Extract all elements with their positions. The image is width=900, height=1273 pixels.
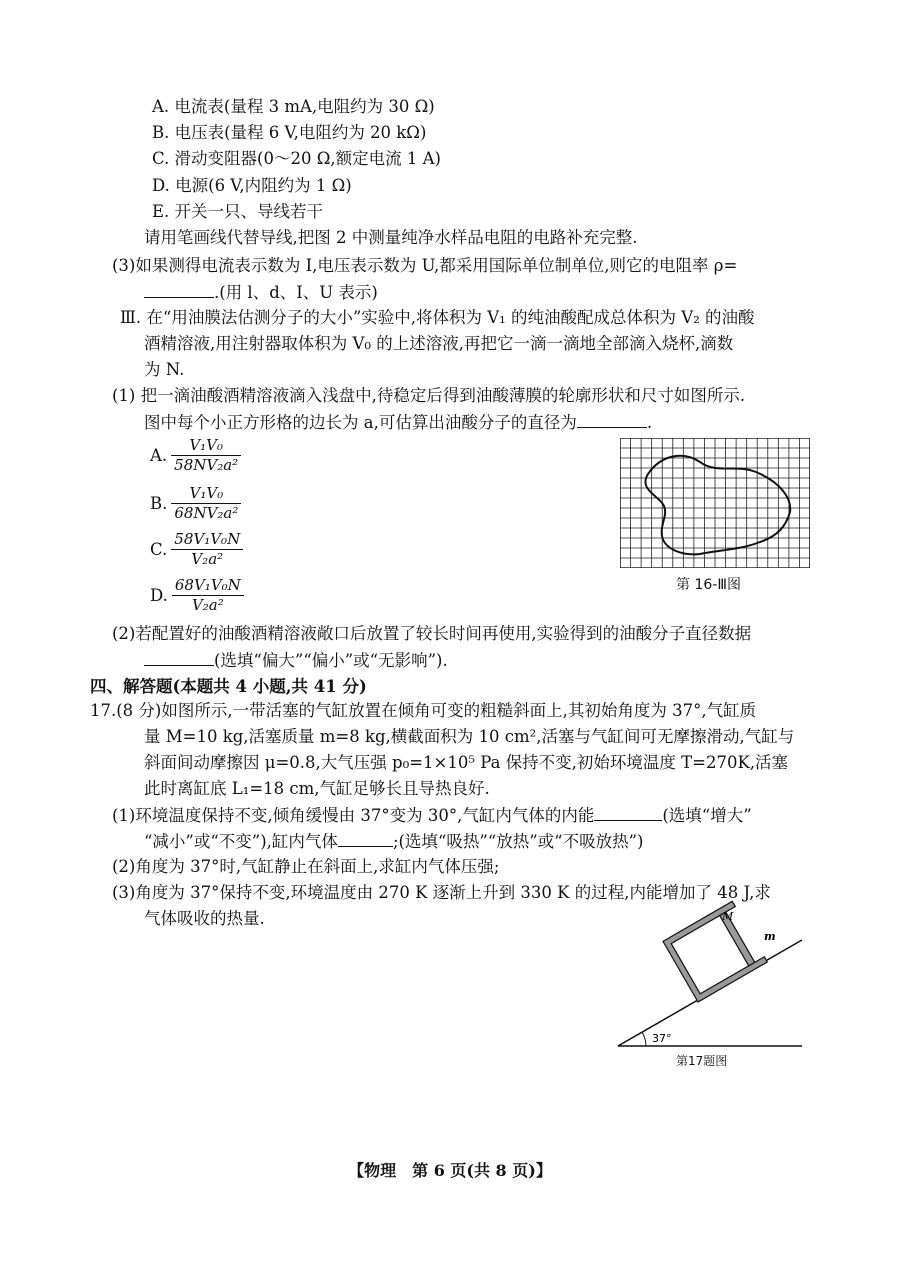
option-d-numerator: 68V₁V₀N <box>172 576 244 596</box>
option-d-denominator: V₂a² <box>191 596 224 614</box>
part1-line2 <box>144 411 652 434</box>
cylinder-body <box>663 901 767 1002</box>
option-a-numerator: V₁V₀ <box>171 436 241 456</box>
q17-line1: 17.(8 分)如图所示,一带活塞的气缸放置在倾角可变的粗糙斜面上,其初始角度为 37°,气缸质 <box>90 701 757 720</box>
label-m: m <box>764 930 776 943</box>
section3-line1: Ⅲ. 在“用油膜法估测分子的大小”实验中,将体积为 V₁ 的纯油酸配成总体积为 V₂ 的油酸 <box>120 308 755 327</box>
figure16-caption: 第 16-Ⅲ图 <box>676 577 741 593</box>
part1-line1: (1) 把一滴油酸酒精溶液滴入浅盘中,待稳定后得到油酸薄膜的轮廓形状和尺寸如图所示. <box>112 386 746 405</box>
option-a-denominator: 58NV₂a² <box>174 456 239 474</box>
option-b-numerator: V₁V₀ <box>171 484 241 504</box>
q3-answer-blank[interactable] <box>144 281 214 298</box>
q17-part3-line1: (3)角度为 37°保持不变,环境温度由 270 K 逐渐上升到 330 K 的过程,内能增加了 48 J,求 <box>112 883 771 902</box>
equipment-e: E. 开关一只、导线若干 <box>152 202 324 221</box>
option-b-fraction <box>171 484 241 523</box>
option-d <box>150 576 244 615</box>
option-c-fraction <box>171 530 243 569</box>
option-d-fraction <box>172 576 244 615</box>
angle-label: 37° <box>652 1032 672 1045</box>
q17-line3: 斜面间动摩擦因 μ=0.8,大气压强 p₀=1×10⁵ Pa 保持不变,初始环境温度 T=270K,活塞 <box>144 753 789 772</box>
q17-part1-line1 <box>112 804 752 827</box>
option-a-label: A. <box>150 446 168 465</box>
angle-arc <box>642 1032 646 1046</box>
grid-lines <box>620 438 810 568</box>
option-b-denominator: 68NV₂a² <box>174 504 239 522</box>
label-M: M <box>722 910 734 923</box>
q17-part1-text: (1)环境温度保持不变,倾角缓慢由 37°变为 30°,气缸内气体的内能 <box>112 806 595 825</box>
circuit-instruction: 请用笔画线代替导线,把图 2 中测量纯净水样品电阻的电路补充完整. <box>144 228 638 247</box>
q17-part2: (2)角度为 37°时,气缸静止在斜面上,求缸内气体压强; <box>112 857 500 876</box>
q17-part1-hint1: (选填“增大” <box>662 806 752 825</box>
q3-hint: .(用 l、d、I、U 表示) <box>214 283 378 302</box>
part1-text: 图中每个小正方形格的边长为 a,可估算出油酸分子的直径为 <box>144 413 577 432</box>
figure17-caption: 第17题图 <box>676 1054 728 1068</box>
equipment-a: A. 电流表(量程 3 mA,电阻约为 30 Ω) <box>152 97 435 116</box>
section3-line2: 酒精溶液,用注射器取体积为 V₀ 的上述溶液,再把它一滴一滴地全部滴入烧杯,滴数 <box>144 334 734 353</box>
option-b <box>150 484 241 523</box>
q3-line1: (3)如果测得电流表示数为 I,电压表示数为 U,都采用国际单位制单位,则它的电阻率 ρ= <box>112 256 738 275</box>
option-c-label: C. <box>150 540 168 559</box>
option-a-fraction <box>171 436 241 475</box>
q17-line4: 此时离缸底 L₁=18 cm,气缸足够长且导热良好. <box>144 779 490 798</box>
option-d-label: D. <box>150 586 168 605</box>
section3-line3: 为 N. <box>144 360 185 379</box>
oil-film-grid-figure <box>620 438 810 568</box>
q17-part3-line2: 气体吸收的热量. <box>144 909 265 928</box>
part2-hint: (选填“偏大”“偏小”或“无影响”). <box>214 651 448 670</box>
equipment-c: C. 滑动变阻器(0～20 Ω,额定电流 1 A) <box>152 149 441 168</box>
q17-part1-text2: “减小”或“不变”),缸内气体 <box>144 832 338 851</box>
q17-part1-blank2[interactable] <box>338 830 393 847</box>
option-a <box>150 436 241 475</box>
q17-line2: 量 M=10 kg,活塞质量 m=8 kg,横截面积为 10 cm²,活塞与气缸间可无摩擦滑动,气缸与 <box>144 727 795 746</box>
part2-line1: (2)若配置好的油酸酒精溶液敞口后放置了较长时间再使用,实验得到的油酸分子直径数据 <box>112 624 752 643</box>
option-c <box>150 530 243 569</box>
option-b-label: B. <box>150 494 168 513</box>
equipment-b: B. 电压表(量程 6 V,电阻约为 20 kΩ) <box>152 123 427 142</box>
page-footer: 【物理 第 6 页(共 8 页)】 <box>348 1161 552 1180</box>
oil-film-outline <box>645 456 790 555</box>
q3-line2 <box>144 281 378 304</box>
part2-answer-blank[interactable] <box>144 649 214 666</box>
q17-part1-blank1[interactable] <box>594 804 662 821</box>
q17-part1-hint2: ;(选填“吸热”“放热”或“不吸放热”) <box>392 832 644 851</box>
option-c-numerator: 58V₁V₀N <box>171 530 243 550</box>
part1-answer-blank[interactable] <box>577 411 647 428</box>
q17-part1-line2 <box>144 830 643 853</box>
option-c-denominator: V₂a² <box>191 550 224 568</box>
section4-title: 四、解答题(本题共 4 小题,共 41 分) <box>90 677 367 696</box>
part1-end: . <box>646 413 653 432</box>
part2-line2 <box>144 649 448 672</box>
incline-cylinder-figure <box>612 900 812 1050</box>
equipment-d: D. 电源(6 V,内阻约为 1 Ω) <box>152 176 352 195</box>
